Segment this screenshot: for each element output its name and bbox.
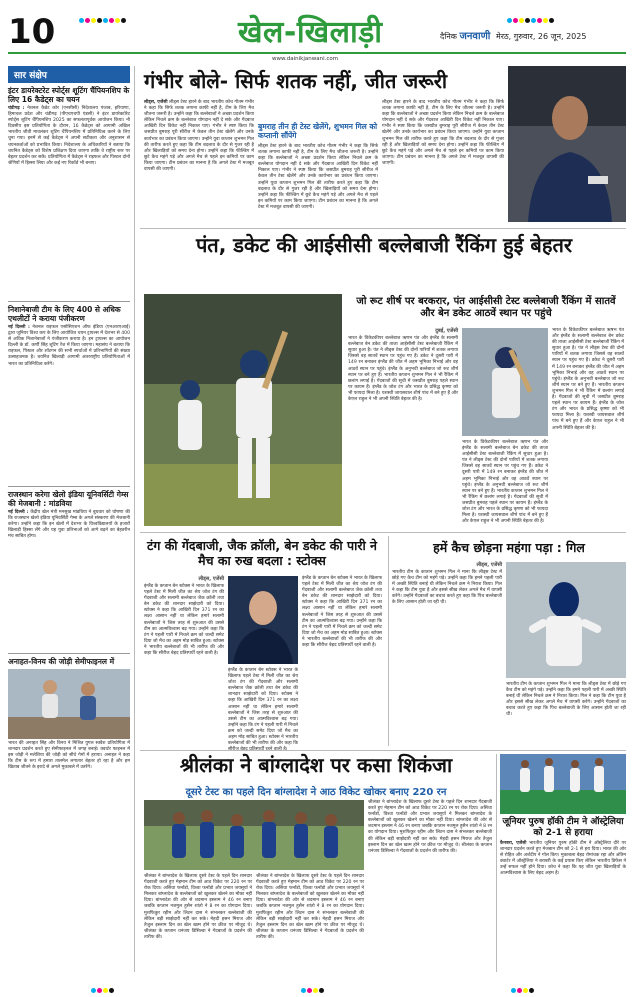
gambhir-headline: गंभीर बोले- सिर्फ शतक नहीं, जीत जरूरी — [144, 69, 448, 93]
sidebar-story-headline: निशानेबाजी टीम के लिए 400 से अधिक एथलीटों ने कराया पंजीकरण — [8, 305, 121, 323]
masthead — [0, 0, 634, 62]
gambhir-story: गंभीर बोले- सिर्फ शतक नहीं, जीत जरूरी लीड्स, एजेंसी लीड्स टेस्ट हारने के बाद भारतीय कोच गौतम गंभीर ने कहा कि सिर्फ शतक लगाना काफी नहीं है, टीम के लिए मैच जीतना जरूरी है। उन्होंने कहा कि बल्लेबाजों ने अच्छा प्रदर्शन किया लेकिन निचले क्रम के बल्लेबाज योगदान नहीं दे सके और गेंदबाज आखिरी दिन विकेट नहीं निकाल पाए। गंभीर ने स्पष्ट किया कि जसप्रीत बुमराह पूरी सीरीज में केवल तीन टेस्ट खेलेंगे और उनके कार्यभार का प्रबंधन किया जाएगा। उन्होंने युवा कप्तान शुभमन गिल की तारीफ करते हुए कहा कि टीम बदलाव के दौर से गुजर रही है और खिलाड़ियों को समय देना होगा। उन्होंने कहा कि फील्डिंग में छूटे कैच महंगे पड़े और अगले मैच से पहले इन कमियों पर काम किया जाएगा। टीम प्रबंधन का मानना है कि अगले टेस्ट में मजबूत वापसी की जाएगी। बुमराह तीन ही टेस्ट खेलेंगे, शुभमन गिल को कप्तानी सौंपेंगे लीड्स टेस्ट हारने के बाद भारतीय कोच गौतम गंभीर ने कहा कि सिर्फ शतक लगाना काफी नहीं है, टीम के लिए मैच जीतना जरूरी है। उन्होंने कहा कि बल्लेबाजों ने अच्छा प्रदर्शन किया लेकिन निचले क्रम के बल्लेबाज योगदान नहीं दे सके और गेंदबाज आखिरी दिन विकेट नहीं निकाल पाए। गंभीर ने स्पष्ट किया कि जसप्रीत बुमराह पूरी सीरीज में केवल तीन टेस्ट खेलेंगे और उनके कार्यभार का प्रबंधन किया जाएगा। उन्होंने युवा कप्तान शुभमन गिल की तारीफ करते हुए कहा कि टीम बदलाव के दौर से गुजर रही है और खिलाड़ियों को समय देना होगा। उन्होंने कहा कि फील्डिंग में छूटे कैच महंगे पड़े और अगले मैच से पहले इन कमियों पर काम किया जाएगा। टीम प्रबंधन का मानना है कि अगले टेस्ट में मजबूत वापसी की जाएगी। लीड्स टेस्ट हारने के बाद भारतीय कोच गौतम गंभीर ने कहा कि सिर्फ शतक लगाना काफी नहीं है, टीम के लिए मैच जीतना जरूरी है। उन्होंने कहा कि बल्लेबाजों ने अच्छा प्रदर्शन किया लेकिन निचले क्रम के बल्लेबाज योगदान नहीं दे सके और गेंदबाज आखिरी दिन विकेट नहीं निकाल पाए। गंभीर ने स्पष्ट किया कि जसप्रीत बुमराह पूरी सीरीज में केवल तीन टेस्ट खेलेंगे और उनके कार्यभार का प्रबंधन किया जाएगा। उन्होंने युवा कप्तान शुभमन गिल की तारीफ करते हुए कहा कि टीम बदलाव के दौर से गुजर रही है और खिलाड़ियों को समय देना होगा। उन्होंने कहा कि फील्डिंग में छूटे कैच महंगे पड़े और अगले मैच से पहले इन कमियों पर काम किया जाएगा। टीम प्रबंधन का मानना है कि अगले टेस्ट में मजबूत वापसी की जाएगी। — [140, 66, 626, 224]
gambhir-byline: लीड्स, एजेंसी — [144, 100, 168, 105]
sidebar-story-dateline: चंडीगढ़ : — [8, 106, 25, 111]
srilanka-story: श्रीलंका ने बांग्लादेश पर कसा शिकंजा दूसरे टेस्ट का पहले दिन बांग्लादेश ने आठ विकेट खोकर बनाए 220 रन श्रीलंका ने बांग्लादेश के खिलाफ दूसरे टेस्ट के पहले दिन शानदार गेंदबाजी करते हुए मेहमान टीम को आठ विकेट पर 220 रन पर रोक दिया। असिथा फर्नांडो, विश्वा फर्नांडो और प्रभात जयसूर्या ने मिलकर बांग्लादेश के बल्लेबाजों को खुलकर खेलने का मौका नहीं दिया। बांग्लादेश की ओर से शदमान इस्लाम ने 46 रन बनाए जबकि कप्तान नजमुल हुसैन शांतो ने 8 रन का योगदान दिया। मुशफिकुर रहीम और लिटन दास ने संभलकर बल्लेबाजी की लेकिन बड़ी साझेदारी नहीं कर सके। मेहदी हसन मिराज और तैजुल इस्लाम दिन का खेल खत्म होने पर क्रीज पर मौजूद थे। श्रीलंका के कप्तान धनंजय डिसिल्वा ने गेंदबाजों के प्रदर्शन की तारीफ की। श्रीलंका ने बांग्लादेश के खिलाफ दूसरे टेस्ट के पहले दिन शानदार गेंदबाजी करते हुए मेहमान टीम को आठ विकेट पर 220 रन पर रोक दिया। असिथा फर्नांडो, विश्वा फर्नांडो और प्रभात जयसूर्या ने मिलकर बांग्लादेश के बल्लेबाजों को खुलकर खेलने का मौका नहीं दिया। बांग्लादेश की ओर से शदमान इस्लाम ने 46 रन बनाए जबकि कप्तान नजमुल हुसैन शांतो ने 8 रन का योगदान दिया। मुशफिकुर रहीम और लिटन दास ने संभलकर बल्लेबाजी की लेकिन बड़ी साझेदारी नहीं कर सके। मेहदी हसन मिराज और तैजुल इस्लाम दिन का खेल खत्म होने पर क्रीज पर मौजूद थे। श्रीलंका के कप्तान धनंजय डिसिल्वा ने गेंदबाजों के प्रदर्शन की तारीफ की। श्रीलंका ने बांग्लादेश के खिलाफ दूसरे टेस्ट के पहले दिन शानदार गेंदबाजी करते हुए मेहमान टीम को आठ विकेट पर 220 रन पर रोक दिया। असिथा फर्नांडो, विश्वा फर्नांडो और प्रभात जयसूर्या ने मिलकर बांग्लादेश के बल्लेबाजों को खुलकर खेलने का मौका नहीं दिया। बांग्लादेश की ओर से शदमान इस्लाम ने 46 रन बनाए जबकि कप्तान नजमुल हुसैन शांतो ने 8 रन का योगदान दिया। मुशफिकुर रहीम और लिटन दास ने संभलकर बल्लेबाजी की लेकिन बड़ी साझेदारी नहीं कर सके। मेहदी हसन मिराज और तैजुल इस्लाम दिन का खेल खत्म होने पर क्रीज पर मौजूद थे। श्रीलंका के कप्तान धनंजय डिसिल्वा ने गेंदबाजों के प्रदर्शन की तारीफ की। — [140, 754, 492, 974]
sidebar-story-dateline: नई दिल्ली : — [8, 325, 30, 330]
gambhir-subhead: बुमराह तीन ही टेस्ट खेलेंगे, शुभमन गिल को कप्तानी सौंपेंगे — [258, 122, 378, 140]
srilanka-subhead: दूसरे टेस्ट का पहले दिन बांग्लादेश ने आठ विकेट खोकर बनाए 220 रन — [185, 787, 447, 798]
sidebar-story-2 — [8, 305, 130, 483]
sidebar-story-3 — [8, 490, 130, 650]
sidebar-story-headline: अनाहत-विनय की जोड़ी सेमीफाइनल में — [8, 657, 115, 666]
brand-name: जनवाणी — [459, 31, 491, 42]
squash-photo — [8, 669, 130, 739]
sidebar-story-headline: राजस्थान करेगा खेलो इंडिया यूनिवर्सिटी गेम्स की मेजबानी : मांडविया — [8, 490, 129, 508]
hockey-byline: कैनबरा, एजेंसी — [500, 841, 527, 846]
icc-body: भारत के विकेटकीपर बल्लेबाज ऋषभ पंत और इंग्लैंड के सलामी बल्लेबाज बेन डकेट की ताजा आईसीसी टेस्ट बल्लेबाजी रैंकिंग में सुधार हुआ है। पंत ने लीड्स टेस्ट की दोनों पारियों में शतक लगाया जिससे वह सातवें स्थान पर पहुंच गए हैं। डकेट ने दूसरी पारी में 149 रन बनाकर इंग्लैंड की जीत में अहम भूमिका निभाई और वह आठवें स्थान पर पहुंचे। इंग्लैंड के अनुभवी बल्लेबाज जो रूट शीर्ष स्थान पर बने हुए हैं। भारतीय कप्तान शुभमन गिल ने भी रैंकिंग में छलांग लगाई है। गेंदबाजों की सूची में जसप्रीत बुमराह पहले स्थान पर कायम हैं। इंग्लैंड के जोश टंग और भारत के प्रसिद्ध कृष्णा को भी फायदा मिला है। यशस्वी जायसवाल शीर्ष पांच में बने हुए हैं और केएल राहुल ने भी अपनी स्थिति बेहतर की है। — [348, 336, 458, 403]
hockey-headline: जूनियर पुरुष हॉकी टीम ने ऑस्ट्रेलिया को 2-1 से हराया — [502, 817, 624, 838]
srilanka-headline: श्रीलंका ने बांग्लादेश पर कसा शिकंजा — [179, 753, 453, 777]
sidebar-story-body: नेशनल कैडेट कोर (एनसीसी) निदेशालय पंजाब, हरियाणा, हिमाचल प्रदेश और चंडीगढ़ (पीएचएचपी एंडसी) ने इंटर डायरेक्टोरेट स्पोर्ट्स शूटिंग चैंपियनशिप 2025 का सफलतापूर्वक आयोजन किया। नौ दिवसीय इस प्रतियोगिता के दौरान, 16 कैडेट्स को आगामी अखिल भारतीय जीवी मावलंकर शूटिंग चैंपियनशिप में प्रतिनिधित्व करने के लिए चुना गया। इनमें से कई कैडेट्स ने अपनी सटीकता और अनुशासन से चयनकर्ताओं को प्रभावित किया। निदेशालय के अधिकारियों ने बताया कि चयनित कैडेट्स को विशेष प्रशिक्षण दिया जाएगा ताकि वे राष्ट्रीय स्तर पर बेहतर प्रदर्शन कर सकें। प्रतियोगिता में कैडेट्स ने राइफल और पिस्टल दोनों श्रेणियों में हिस्सा लिया और कई नए रिकॉर्ड भी बनाए। — [8, 106, 130, 166]
sidebar-label: सार संक्षेप — [8, 66, 130, 83]
gill-body: भारतीय टीम के कप्तान शुभमन गिल ने माना कि लीड्स टेस्ट में छोड़े गए कैच टीम को महंगे पड़े। उन्होंने कहा कि हमने पहली पारी में अच्छी स्थिति बनाई थी लेकिन निचले क्रम ने निराश किया। गिल ने कहा कि टीम युवा है और इससे सीख लेकर अगले मैच में वापसी करेंगे। उन्होंने गेंदबाजों का बचाव करते हुए कहा कि पिच बल्लेबाजी के लिए आसान होती जा रही थी। — [392, 570, 502, 606]
coach-portrait — [508, 66, 626, 222]
icc-subhead: जो रूट शीर्ष पर बरकरार, पंत आईसीसी टेस्ट बल्लेबाजी रैंकिंग में सातवें और बेन डकेट आठवें स्थान पर पहुंचे — [356, 296, 616, 319]
stokes-body: इंग्लैंड के कप्तान बेन स्टोक्स ने भारत के खिलाफ पहले टेस्ट में मिली जीत का श्रेय जोश टंग की गेंदबाजी और सलामी बल्लेबाज जैक क्रॉली तथा बेन डकेट की शानदार साझेदारी को दिया। स्टोक्स ने कहा कि आखिरी दिन 371 रन का लक्ष्य आसान नहीं था लेकिन हमारे सलामी बल्लेबाजों ने जिस तरह से शुरुआत की उससे टीम का आत्मविश्वास बढ़ गया। उन्होंने कहा कि टंग ने पहली पारी में निचले क्रम को जल्दी समेट दिया जो मैच का अहम मोड़ साबित हुआ। स्टोक्स ने भारतीय बल्लेबाजों की भी तारीफ की और कहा कि सीरीज बेहद प्रतिस्पर्धी रहने वाली है। — [144, 584, 224, 657]
stokes-portrait — [228, 576, 298, 664]
sidebar-story-body: केंद्रीय खेल मंत्री मनसुख मांडविया ने बुधवार को घोषणा की कि राजस्थान खेलो इंडिया यूनिवर्सिटी गेम्स के अगले संस्करण की मेजबानी करेगा। उन्होंने कहा कि इन खेलों में देशभर के विश्वविद्यालयों के हजारों खिलाड़ी हिस्सा लेंगे और यह युवा प्रतिभाओं को आगे बढ़ने का बेहतरीन मंच साबित होगा। — [8, 510, 130, 540]
icc-story: पंत, डकेट की आईसीसी बल्लेबाजी रैंकिंग हुई बेहतर जो रूट शीर्ष पर बरकरार, पंत आईसीसी टेस्ट बल्लेबाजी रैंकिंग में सातवें और बेन डकेट आठवें स्थान पर पहुंचे दुबई, एजेंसी भारत के विकेटकीपर बल्लेबाज ऋषभ पंत और इंग्लैंड के सलामी बल्लेबाज बेन डकेट की ताजा आईसीसी टेस्ट बल्लेबाजी रैंकिंग में सुधार हुआ है। पंत ने लीड्स टेस्ट की दोनों पारियों में शतक लगाया जिससे वह सातवें स्थान पर पहुंच गए हैं। डकेट ने दूसरी पारी में 149 रन बनाकर इंग्लैंड की जीत में अहम भूमिका निभाई और वह आठवें स्थान पर पहुंचे। इंग्लैंड के अनुभवी बल्लेबाज जो रूट शीर्ष स्थान पर बने हुए हैं। भारतीय कप्तान शुभमन गिल ने भी रैंकिंग में छलांग लगाई है। गेंदबाजों की सूची में जसप्रीत बुमराह पहले स्थान पर कायम हैं। इंग्लैंड के जोश टंग और भारत के प्रसिद्ध कृष्णा को भी फायदा मिला है। यशस्वी जायसवाल शीर्ष पांच में बने हुए हैं और केएल राहुल ने भी अपनी स्थिति बेहतर की है। भारत के विकेटकीपर बल्लेबाज ऋषभ पंत और इंग्लैंड के सलामी बल्लेबाज बेन डकेट की ताजा आईसीसी टेस्ट बल्लेबाजी रैंकिंग में सुधार हुआ है। पंत ने लीड्स टेस्ट की दोनों पारियों में शतक लगाया जिससे वह सातवें स्थान पर पहुंच गए हैं। डकेट ने दूसरी पारी में 149 रन बनाकर इंग्लैंड की जीत में अहम भूमिका निभाई और वह आठवें स्थान पर पहुंचे। इंग्लैंड के अनुभवी बल्लेबाज जो रूट शीर्ष स्थान पर बने हुए हैं। भारतीय कप्तान शुभमन गिल ने भी रैंकिंग में छलांग लगाई है। गेंदबाजों की सूची में जसप्रीत बुमराह पहले स्थान पर कायम हैं। इंग्लैंड के जोश टंग और भारत के प्रसिद्ध कृष्णा को भी फायदा मिला है। यशस्वी जायसवाल शीर्ष पांच में बने हुए हैं और केएल राहुल ने भी अपनी स्थिति बेहतर की है। भारत के विकेटकीपर बल्लेबाज ऋषभ पंत और इंग्लैंड के सलामी बल्लेबाज बेन डकेट की ताजा आईसीसी टेस्ट बल्लेबाजी रैंकिंग में सुधार हुआ है। पंत ने लीड्स टेस्ट की दोनों पारियों में शतक लगाया जिससे वह सातवें स्थान पर पहुंच गए हैं। डकेट ने दूसरी पारी में 149 रन बनाकर इंग्लैंड की जीत में अहम भूमिका निभाई और वह आठवें स्थान पर पहुंचे। इंग्लैंड के अनुभवी बल्लेबाज जो रूट शीर्ष स्थान पर बने हुए हैं। भारतीय कप्तान शुभमन गिल ने भी रैंकिंग में छलांग लगाई है। गेंदबाजों की सूची में जसप्रीत बुमराह पहले स्थान पर कायम हैं। इंग्लैंड के जोश टंग और भारत के प्रसिद्ध कृष्णा को भी फायदा मिला है। यशस्वी जायसवाल शीर्ष पांच में बने हुए हैं और केएल राहुल ने भी अपनी स्थिति बेहतर की है। — [140, 232, 626, 530]
sidebar-story-4 — [8, 657, 130, 941]
hockey-body: भारतीय जूनियर पुरुष हॉकी टीम ने ऑस्ट्रेलिया दौरे पर शानदार प्रदर्शन करते हुए मेजबान टीम को 2-1 से हरा दिया। भारत की ओर से रोहित और अर्शदीप ने गोल किए। मुकाबला बेहद रोमांचक रहा और अंतिम क्वार्टर में ऑस्ट्रेलिया ने बराबरी के कई प्रयास किए लेकिन भारतीय डिफेंस ने उन्हें सफल नहीं होने दिया। कोच ने कहा कि यह जीत युवा खिलाड़ियों के आत्मविश्वास के लिए बेहद अहम है। — [500, 841, 627, 877]
gill-headline: हमें कैच छोड़ना महंगा पड़ा : गिल — [433, 540, 585, 555]
brand-prefix: दैनिक — [440, 32, 457, 41]
sidebar-story-body: भारत की अनाहत सिंह और विनय ने मिश्रित युगल स्क्वैश प्रतियोगिता में शानदार प्रदर्शन करते हुए सेमीफाइनल में जगह बनाई। क्वार्टर फाइनल में इस जोड़ी ने मलेशिया की जोड़ी को सीधे गेमों में हराया। अनाहत ने कहा कि टीम के रूप में हमारा तालमेल लगातार बेहतर हो रहा है और हम खिताब जीतने के इरादे से अगले मुकाबले में उतरेंगे। — [8, 741, 130, 771]
hockey-story — [500, 754, 626, 974]
brand-block — [440, 28, 586, 42]
srilanka-team-photo — [144, 800, 364, 870]
registration-marks — [78, 8, 168, 18]
batsman-photo — [144, 294, 342, 526]
icc-headline: पंत, डकेट की आईसीसी बल्लेबाजी रैंकिंग हुई बेहतर — [195, 233, 573, 257]
hockey-photo — [500, 754, 626, 814]
gill-byline: लीड्स, एजेंसी — [476, 562, 502, 568]
root-photo — [462, 328, 548, 436]
sidebar-story-body: नेशनल राइफल एसोसिएशन ऑफ इंडिया (एनआरएआई) द्वारा जूनियर विश्व कप के लिए आयोजित चयन ट्रायल्स में देशभर से 400 से अधिक निशानेबाजों ने पंजीकरण कराया है। इन ट्रायल्स का आयोजन दिल्ली के डॉ. कर्णी सिंह शूटिंग रेंज में किया जाएगा। महासंघ ने बताया कि राइफल, पिस्टल और शॉटगन की सभी स्पर्धाओं में प्रतिभागियों की संख्या उत्साहजनक है। चयनित खिलाड़ी आगामी अंतरराष्ट्रीय प्रतियोगिताओं में भारत का प्रतिनिधित्व करेंगे। — [8, 325, 130, 367]
sidebar-story-dateline: नई दिल्ली : — [8, 510, 29, 515]
page-number: 10 — [8, 12, 56, 52]
registration-marks-right — [506, 8, 616, 18]
edition-date: मेरठ, गुरुवार, 26 जून, 2025 — [495, 32, 587, 41]
stokes-story: टंग की गेंदबाजी, जैक क्रॉली, बेन डकेट की पारी ने मैच का रुख बदला : स्टोक्स लीड्स, एजेंसी इंग्लैंड के कप्तान बेन स्टोक्स ने भारत के खिलाफ पहले टेस्ट में मिली जीत का श्रेय जोश टंग की गेंदबाजी और सलामी बल्लेबाज जैक क्रॉली तथा बेन डकेट की शानदार साझेदारी को दिया। स्टोक्स ने कहा कि आखिरी दिन 371 रन का लक्ष्य आसान नहीं था लेकिन हमारे सलामी बल्लेबाजों ने जिस तरह से शुरुआत की उससे टीम का आत्मविश्वास बढ़ गया। उन्होंने कहा कि टंग ने पहली पारी में निचले क्रम को जल्दी समेट दिया जो मैच का अहम मोड़ साबित हुआ। स्टोक्स ने भारतीय बल्लेबाजों की भी तारीफ की और कहा कि सीरीज बेहद प्रतिस्पर्धी रहने वाली है। इंग्लैंड के कप्तान बेन स्टोक्स ने भारत के खिलाफ पहले टेस्ट में मिली जीत का श्रेय जोश टंग की गेंदबाजी और सलामी बल्लेबाज जैक क्रॉली तथा बेन डकेट की शानदार साझेदारी को दिया। स्टोक्स ने कहा कि आखिरी दिन 371 रन का लक्ष्य आसान नहीं था लेकिन हमारे सलामी बल्लेबाजों ने जिस तरह से शुरुआत की उससे टीम का आत्मविश्वास बढ़ गया। उन्होंने कहा कि टंग ने पहली पारी में निचले क्रम को जल्दी समेट दिया जो मैच का अहम मोड़ साबित हुआ। स्टोक्स ने भारतीय बल्लेबाजों की भी तारीफ की और कहा कि इंग्लैंड के कप्तान बेन स्टोक्स ने भारत के खिलाफ पहले टेस्ट में मिली जीत का श्रेय जोश टंग की गेंदबाजी और सलामी बल्लेबाज जैक क्रॉली तथा बेन डकेट की शानदार साझेदारी को दिया। स्टोक्स ने कहा कि आखिरी दिन 371 रन का लक्ष्य आसान नहीं था लेकिन हमारे सलामी बल्लेबाजों ने जिस तरह से शुरुआत की उससे टीम का आत्मविश्वास बढ़ गया। उन्होंने कहा कि टंग ने पहली पारी में निचले क्रम को जल्दी समेट दिया जो मैच का अहम मोड़ साबित हुआ। स्टोक्स ने भारतीय बल्लेबाजों की भी तारीफ की और कहा कि सीरीज बेहद प्रतिस्पर्धी रहने वाली है। — [144, 538, 382, 747]
gill-photo — [506, 562, 626, 678]
sidebar-story-1 — [8, 86, 130, 298]
gambhir-body: लीड्स टेस्ट हारने के बाद भारतीय कोच गौतम गंभीर ने कहा कि सिर्फ शतक लगाना काफी नहीं है, टीम के लिए मैच जीतना जरूरी है। उन्होंने कहा कि बल्लेबाजों ने अच्छा प्रदर्शन किया लेकिन निचले क्रम के बल्लेबाज योगदान नहीं दे सके और गेंदबाज आखिरी दिन विकेट नहीं निकाल पाए। गंभीर ने स्पष्ट किया कि जसप्रीत बुमराह पूरी सीरीज में केवल तीन टेस्ट खेलेंगे और उनके कार्यभार का प्रबंधन किया जाएगा। उन्होंने युवा कप्तान शुभमन गिल की तारीफ करते हुए कहा कि टीम बदलाव के दौर से गुजर रही है और खिलाड़ियों को समय देना होगा। उन्होंने कहा कि फील्डिंग में छूटे कैच महंगे पड़े और अगले मैच से पहले इन कमियों पर काम किया जाएगा। टीम प्रबंधन का मानना है कि अगले टेस्ट में मजबूत वापसी की जाएगी। — [144, 100, 254, 173]
footer-registration-marks — [0, 976, 634, 988]
gill-story: हमें कैच छोड़ना महंगा पड़ा : गिल लीड्स, एजेंसी भारतीय टीम के कप्तान शुभमन गिल ने माना कि लीड्स टेस्ट में छोड़े गए कैच टीम को महंगे पड़े। उन्होंने कहा कि हमने पहली पारी में अच्छी स्थिति बनाई थी लेकिन निचले क्रम ने निराश किया। गिल ने कहा कि टीम युवा है और इससे सीख लेकर अगले मैच में वापसी करेंगे। उन्होंने गेंदबाजों का बचाव करते हुए कहा कि पिच बल्लेबाजी के लिए आसान होती जा रही थी। भारतीय टीम के कप्तान शुभमन गिल ने माना कि लीड्स टेस्ट में छोड़े गए कैच टीम को महंगे पड़े। उन्होंने कहा कि हमने पहली पारी में अच्छी स्थिति बनाई थी लेकिन निचले क्रम ने निराश किया। गिल ने कहा कि टीम युवा है और इससे सीख लेकर अगले मैच में वापसी करेंगे। उन्होंने गेंदबाजों का बचाव करते हुए कहा कि पिच बल्लेबाजी के लिए आसान होती जा रही थी। — [392, 540, 626, 718]
section-title: खेल-खिलाड़ी — [238, 15, 383, 50]
stokes-headline: टंग की गेंदबाजी, जैक क्रॉली, बेन डकेट की पारी ने मैच का रुख बदला : स्टोक्स — [147, 538, 377, 568]
stokes-byline: लीड्स, एजेंसी — [198, 576, 224, 582]
website-url: www.dainikjanwani.com — [272, 56, 339, 62]
sidebar — [8, 66, 130, 972]
icc-byline: दुबई, एजेंसी — [435, 328, 458, 334]
srilanka-body: श्रीलंका ने बांग्लादेश के खिलाफ दूसरे टेस्ट के पहले दिन शानदार गेंदबाजी करते हुए मेहमान टीम को आठ विकेट पर 220 रन पर रोक दिया। असिथा फर्नांडो, विश्वा फर्नांडो और प्रभात जयसूर्या ने मिलकर बांग्लादेश के बल्लेबाजों को खुलकर खेलने का मौका नहीं दिया। बांग्लादेश की ओर से शदमान इस्लाम ने 46 रन बनाए जबकि कप्तान नजमुल हुसैन शांतो ने 8 रन का योगदान दिया। मुशफिकुर रहीम और लिटन दास ने संभलकर बल्लेबाजी की लेकिन बड़ी साझेदारी नहीं कर सके। मेहदी हसन मिराज और तैजुल इस्लाम दिन का खेल खत्म होने पर क्रीज पर मौजूद थे। श्रीलंका के कप्तान धनंजय डिसिल्वा ने गेंदबाजों के प्रदर्शन की तारीफ की। — [144, 874, 252, 940]
sidebar-story-headline: इंटर डायरेक्टरेट स्पोर्ट्स शूटिंग चैंपियनशिप के लिए 16 कैडेट्स का चयन — [8, 86, 130, 104]
